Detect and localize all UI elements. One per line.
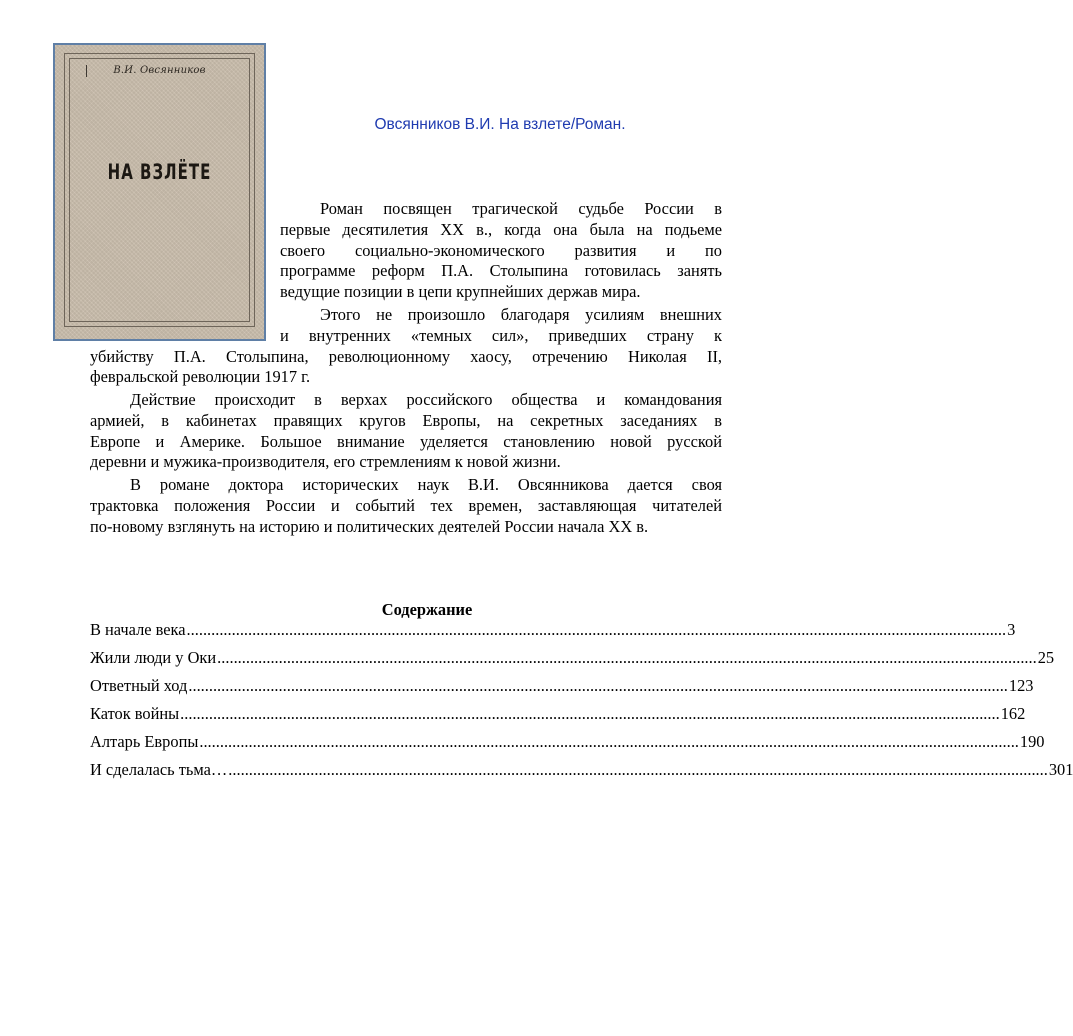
toc-entry-page: 190: [1019, 732, 1045, 751]
toc-entry-label: И сделалась тьма…: [90, 760, 228, 779]
paragraph-line: по-новому взглянуть на историю и политических деятелей России начала ХХ в.: [90, 516, 649, 536]
paragraph-line: Действие происходит в верхах российского общества и командования: [130, 390, 722, 409]
paragraph-line: Этого не произошло благодаря усилиям внешних: [320, 305, 722, 324]
description-paragraph-1: [280, 199, 722, 303]
toc-leader-dots: ........................................................................................................................................................................................................: [217, 648, 1037, 667]
paragraph-line: В романе доктора исторических наук В.И. Овсянникова дается своя: [130, 475, 722, 494]
toc-entry-page: 301: [1048, 760, 1073, 779]
book-cover-image: [53, 43, 266, 341]
toc-entry-page: 123: [1008, 676, 1034, 695]
toc-leader-dots: ........................................................................................................................................................................................................: [228, 760, 1048, 779]
toc-entry: [90, 704, 1026, 732]
toc-title: Содержание: [381, 600, 473, 619]
cover-author: В.И. Овсянников: [113, 65, 206, 76]
toc-entry: [90, 732, 1045, 760]
toc-entry-page: 3: [1007, 620, 1016, 639]
paragraph-line: деревни и мужика-производителя, его стремлениям к новой жизни.: [90, 452, 561, 472]
paragraph-line: программе реформ П.А. Столыпина готовилась занять: [280, 261, 722, 281]
toc-entry: [90, 620, 1016, 648]
toc-entry-label: В начале века: [90, 620, 186, 639]
table-of-contents: [90, 620, 1073, 788]
toc-entry: [90, 676, 1034, 704]
toc-entry-page: 162: [1000, 704, 1026, 723]
description-paragraph-2: [90, 305, 722, 388]
description-paragraph-4: [90, 475, 722, 537]
toc-leader-dots: ........................................................................................................................................................................................................: [188, 676, 1008, 695]
toc-entry-label: Каток войны: [90, 704, 180, 723]
toc-leader-dots: ........................................................................................................................................................................................................: [199, 732, 1019, 751]
paragraph-line: Европе и Америке. Большое внимание уделяется становлению новой русской: [90, 431, 722, 451]
toc-leader-dots: ........................................................................................................................................................................................................: [180, 704, 1000, 723]
paragraph-line: первые десятилетия ХХ в., когда она была на подьеме: [280, 219, 722, 239]
book-heading: Овсянников В.И. На взлете/Роман.: [374, 116, 626, 133]
toc-leader-dots: ........................................................................................................................................................................................................: [186, 620, 1007, 639]
paragraph-line: трактовка положения России и событий тех времен, заставляющая читателей: [90, 495, 722, 515]
paragraph-line: ведущие позиции в цепи крупнейших держав мира.: [280, 282, 641, 302]
toc-entry-label: Алтарь Европы: [90, 732, 199, 751]
toc-entry: [90, 648, 1055, 676]
paragraph-line: Роман посвящен трагической судьбе России в: [320, 199, 722, 218]
toc-entry-label: Жили люди у Оки: [90, 648, 217, 667]
cover-frame: [64, 53, 255, 327]
cover-title: НА ВЗЛЁТЕ: [107, 158, 212, 186]
paragraph-line: и внутренних «темных сил», приведших страну к: [280, 325, 722, 345]
description-paragraph-3: [90, 390, 722, 473]
paragraph-line: армией, в кабинетах правящих кругов Европы, на секретных заседаниях в: [90, 410, 722, 430]
paragraph-line: февральской революции 1917 г.: [90, 367, 311, 387]
toc-entry-label: Ответный ход: [90, 676, 188, 695]
toc-entry-page: 25: [1037, 648, 1055, 667]
paragraph-line: своего социально-экономического развития и по: [280, 240, 722, 260]
toc-entry: [90, 760, 1073, 788]
paragraph-line: убийству П.А. Столыпина, революционному хаосу, отречению Николая II,: [90, 346, 722, 366]
